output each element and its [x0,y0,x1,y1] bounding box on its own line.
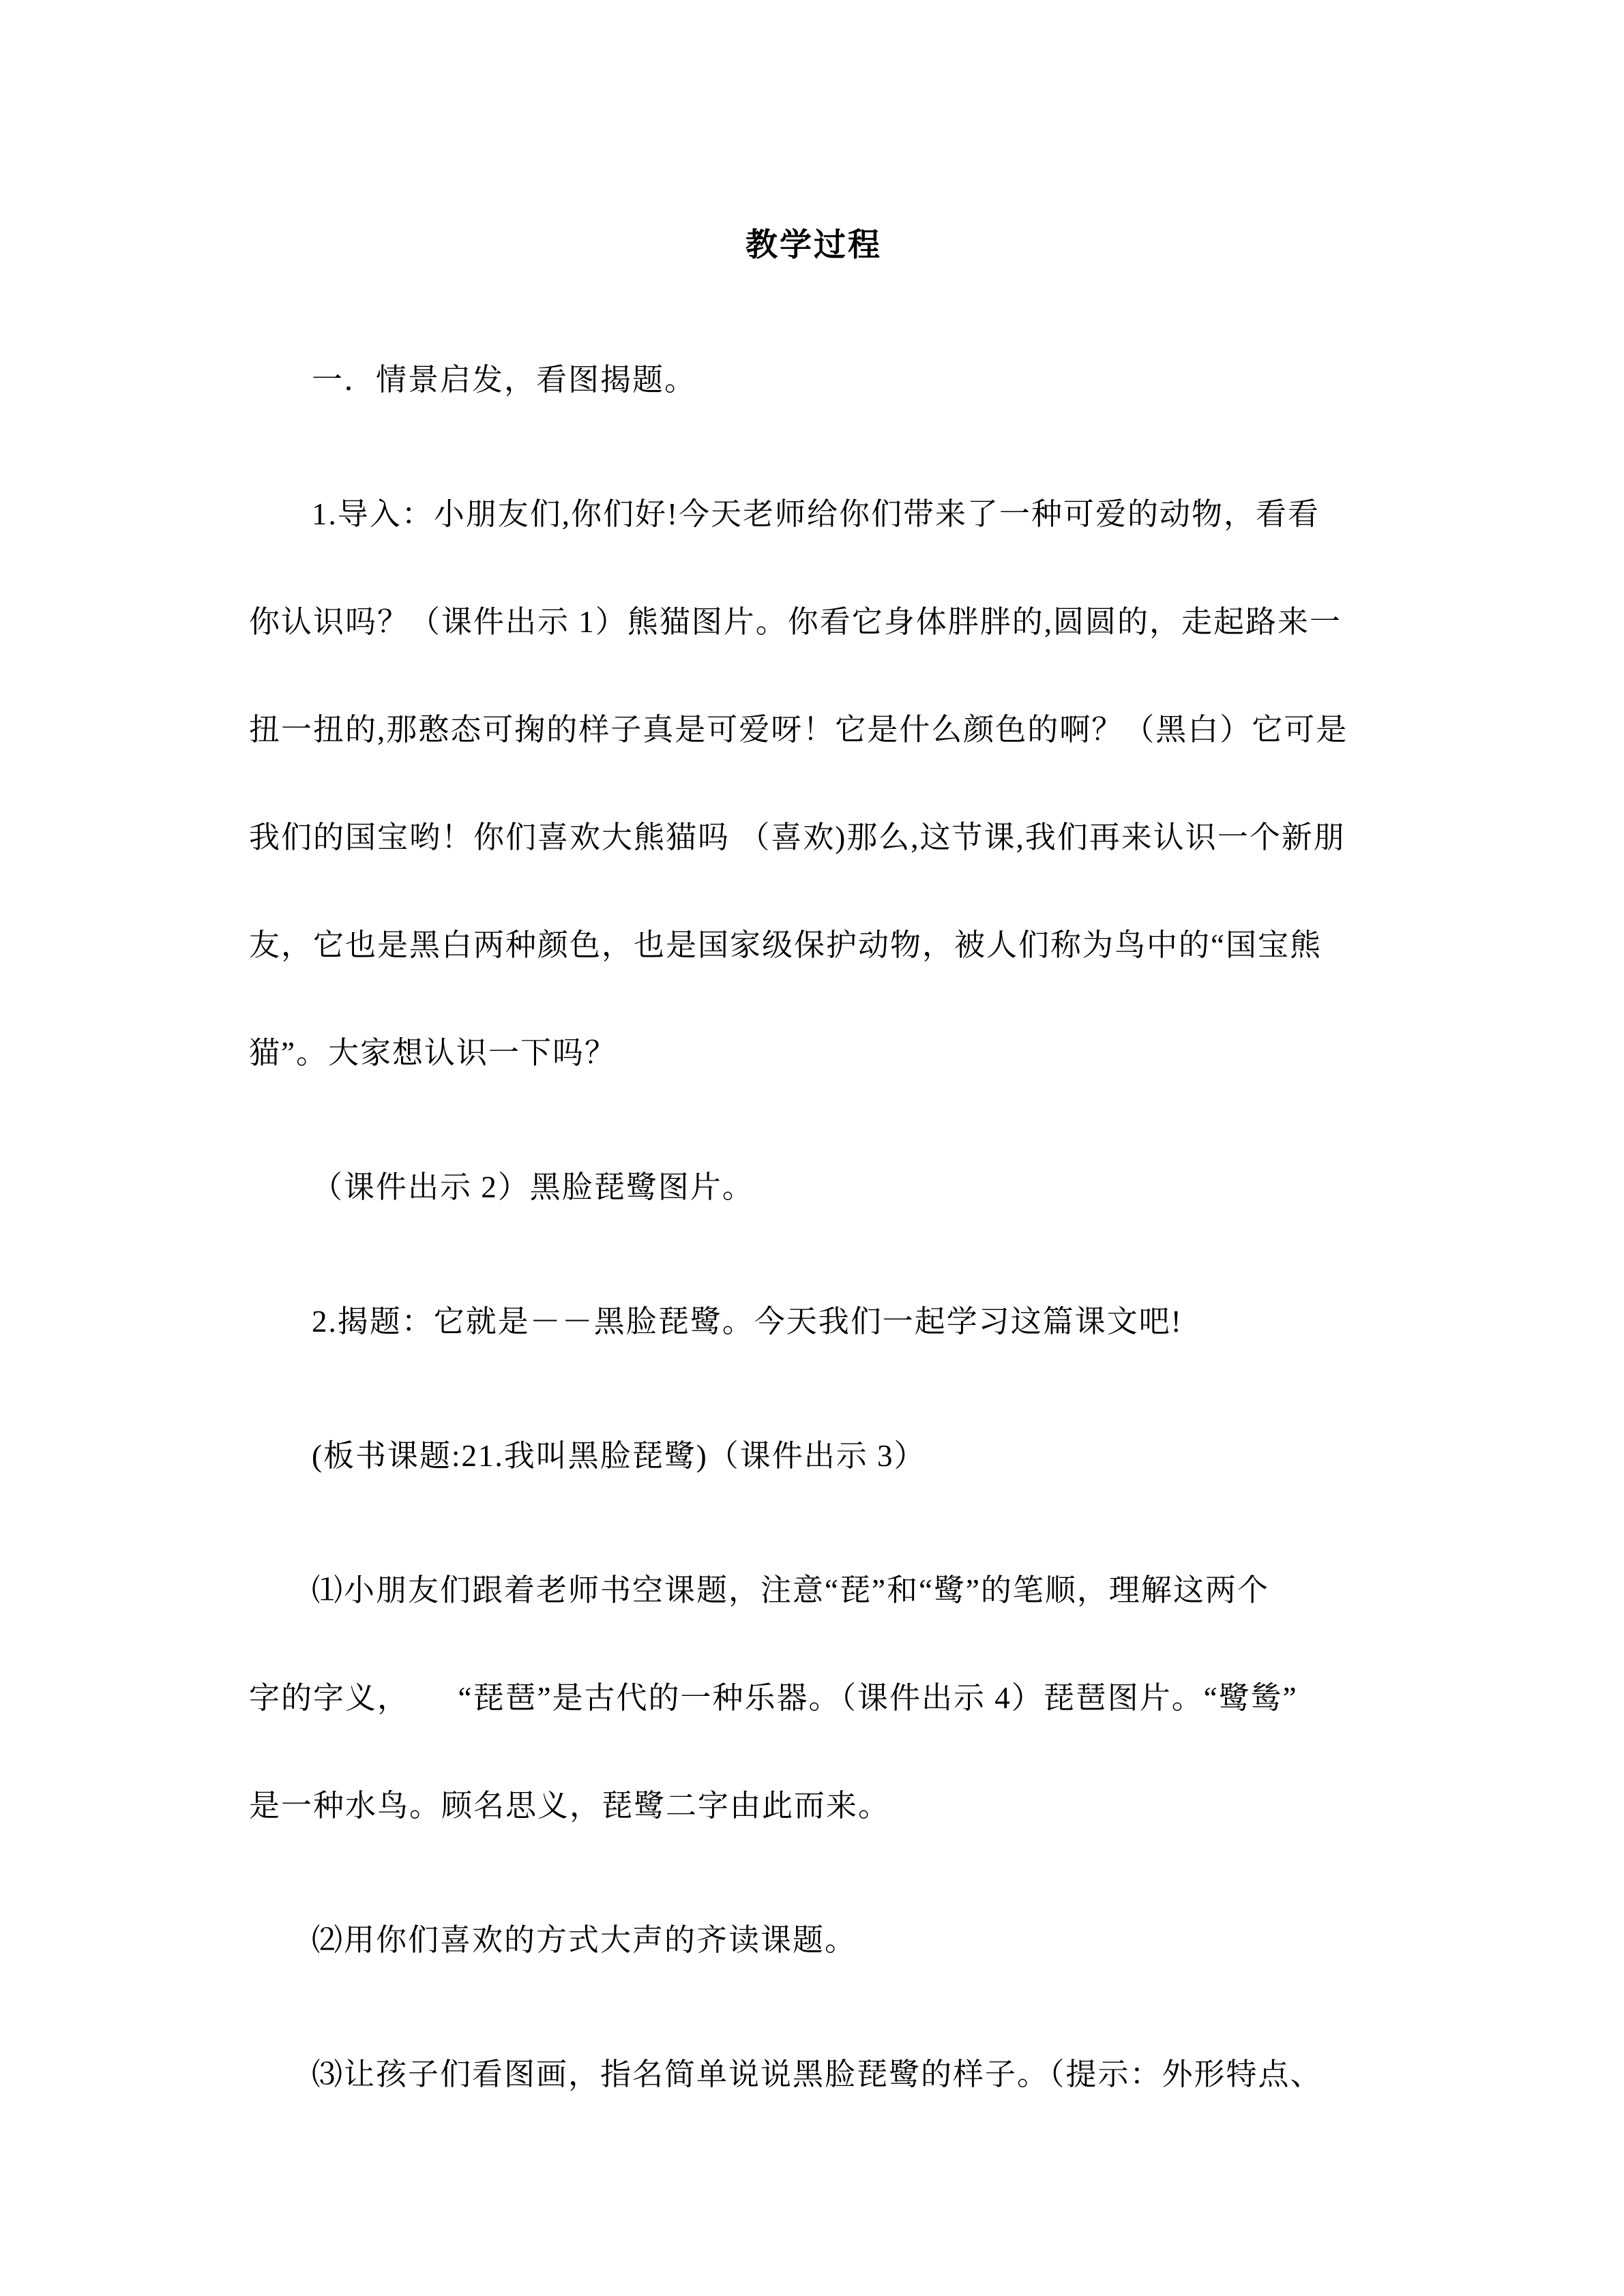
text-line: 一．情景启发，看图揭题。 [312,363,697,397]
paragraph [249,1402,1378,1510]
text-line: 猫”。大家想认识一下吗？ [249,1036,617,1070]
text-line: 扭一扭的,那憨态可掬的样子真是可爱呀！它是什么颜色的啊？（黑白）它可是 [249,713,1348,747]
paragraph [249,1268,1378,1375]
text-line: (板书课题:21.我叫黑脸琵鹭)（课件出示 3） [312,1439,926,1473]
paragraph [249,1133,1378,1241]
text-line: ⑶让孩子们看图画，指名简单说说黑脸琵鹭的样子。（提示：外形特点、 [312,2057,1323,2091]
text-line: 1.导入：小朋友们,你们好!今天老师给你们带来了一种可爱的动物，看看 [312,497,1320,531]
text-line: 字的字义， “琵琶”是古代的一种乐器。（课件出示 4）琵琶图片。“鹭鸶” [249,1681,1298,1715]
text-line: （课件出示 2）黑脸琵鹭图片。 [312,1170,754,1204]
paragraph [249,1886,1378,1994]
text-line: 2.揭题：它就是－－黑脸琵鹭。今天我们一起学习这篇课文吧! [312,1304,1183,1339]
paragraph [249,1536,1378,1860]
document-body [249,326,1378,2128]
page-title: 教学过程 [745,228,882,263]
text-line: ⑵用你们喜欢的方式大声的齐读课题。 [312,1923,857,1957]
paragraph [249,2021,1378,2128]
paragraph [249,326,1378,434]
text-line: 是一种水鸟。顾名思义，琵鹭二字由此而来。 [249,1789,891,1823]
text-line: 我们的国宝哟！你们喜欢大熊猫吗 （喜欢)那么,这节课,我们再来认识一个新朋 [249,820,1346,854]
text-line: 你认识吗？（课件出示 1）熊猫图片。你看它身体胖胖的,圆圆的，走起路来一 [249,605,1342,639]
paragraph [249,460,1378,1107]
text-line: ⑴小朋友们跟着老师书空课题，注意“琵”和“鹭”的笔顺，理解这两个 [312,1573,1269,1607]
text-line: 友，它也是黑白两种颜色，也是国家级保护动物，被人们称为鸟中的“国宝熊 [249,928,1322,962]
